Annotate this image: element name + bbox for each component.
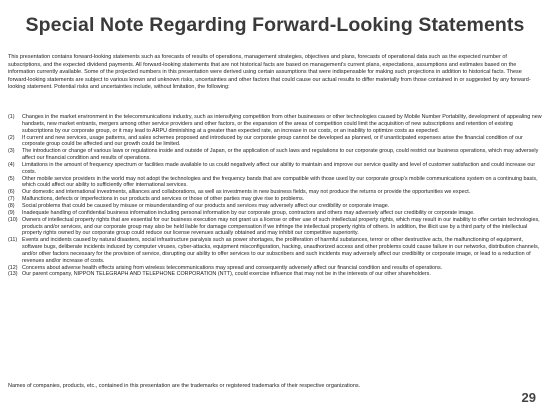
list-item-number: (13) [8,271,18,278]
list-item-text: Malfunctions, defects or imperfections in our products and services or those of other parties may give rise to problems. [22,196,305,203]
intro-paragraph: This presentation contains forward-looking statements such as forecasts of results of operations, management strategies, objectives and plans, forecasts of operational data such as the expected number of subscriptions, and the expected dividend payments. All forward-looking statements that are not historical facts are based on management’s current plans, expectations, assumptions and estimates based on the information currently available. Some of the projected numbers in this presentation were derived using certain assumptions that were indispensable for making such projections in addition to historical facts. These forward-looking statements are subject to various known and unknown risks, uncertainties and other factors that could cause our actual results to differ materially from those contained in or suggested by any forward-looking statement. Potential risks and uncertainties include, without limitation, the following: [8,54,531,90]
trademark-note: Names of companies, products, etc., contained in this presentation are the trademarks or registered trademarks of their respective organizations. [8,383,361,389]
list-item-number: (12) [8,264,18,271]
list-item-number: (1) [8,114,15,120]
list-item-number: (8) [8,202,15,209]
list-item-text: Our parent company, NIPPON TELEGRAPH AND TELEPHONE CORPORATION (NTT), could exercise influence that may not be in the interests of our other shareholders. [22,271,431,278]
list-item [8,196,542,203]
list-item [8,265,542,272]
list-item [8,237,542,264]
list-item [8,135,542,149]
list-item-number: (9) [8,209,15,216]
list-item [8,189,542,196]
list-item-number: (5) [8,175,15,182]
list-item [8,148,542,162]
slide-title: Special Note Regarding Forward-Looking Statements [25,14,525,36]
list-item-number: (10) [8,216,18,223]
list-item-text: Limitations in the amount of frequency spectrum or facilities made available to us could negatively affect our ability to maintain and improve our service quality and level of customer satisfaction and could increase our costs. [22,161,536,175]
list-item [8,203,542,210]
risk-list [8,114,542,278]
list-item-text: Changes in the market environment in the telecommunications industry, such as intensifying competition from other businesses or other technologies caused by Mobile Number Portability, development of appealing new handsets, new market entrants, mergers among other service providers and other factors, or the expansion of the areas of competition could limit the acquisition of new subscriptions and retention of existing subscriptions by our corporate group, or it may lead to ARPU diminishing at a greater than expected rate, an increase in our costs, or an inability to optimize costs as expected. [22,114,542,134]
list-item-text: Concerns about adverse health effects arising from wireless telecommunications may spread and consequently adversely affect our financial condition and results of operations. [22,264,443,271]
list-item-text: If current and new services, usage patterns, and sales schemes proposed and introduced by our corporate group cannot be developed as planned, or if unanticipated expenses arise the financial condition of our corporate group could be affected and our growth could be limited. [22,134,523,148]
list-item-number: (3) [8,148,15,155]
list-item [8,217,542,238]
list-item-text: Other mobile service providers in the world may not adopt the technologies and the frequency bands that are compatible with those used by our corporate group’s mobile communications system on a continuing basis, which could affect our ability to sufficiently offer international services. [22,175,538,189]
list-item-number: (11) [8,237,18,244]
list-item [8,114,542,135]
page-number: 29 [521,390,536,405]
list-item-text: Inadequate handling of confidential business information including personal information by our corporate group, contractors and others may adversely affect our credibility or corporate image. [22,209,475,216]
list-item-number: (6) [8,189,15,196]
list-item-text: Events and incidents caused by natural disasters, social infrastructure paralysis such as power shortages, the proliferation of harmful substances, terror or other destructive acts, the malfunctioning of equipment, software bugs, deliberate incidents induced by computer viruses, cyber-attacks, equipment misconfiguration, hacking, unauthorized access and other problems could cause failure in our networks, distribution channels, and/or other factors necessary for the provision of service, disrupting our ability to offer services to our subscribers and such incidents may adversely affect our credibility or corporate image, or lead to a reduction of revenues and/or increase of costs. [22,237,540,264]
list-item [8,162,542,176]
list-item [8,210,542,217]
list-item-text: The introduction or change of various laws or regulations inside and outside of Japan, or the application of such laws and regulations to our corporate group, could restrict our business operations, which may adversely affect our financial condition and results of operations. [22,148,539,162]
list-item-text: Our domestic and international investments, alliances and collaborations, as well as investments in new business fields, may not produce the returns or provide the opportunities we expect. [22,189,471,196]
list-item [8,271,542,278]
list-item [8,176,542,190]
list-item-text: Owners of intellectual property rights that are essential for our business execution may not grant us a license or other use of such intellectual property rights, which may result in our inability to offer certain technologies, products and/or services, and our corporate group may also be held liable for damage compensation if we infringe the intellectual property rights of others. In addition, the illicit use by a third party of the intellectual property rights owned by our corporate group could reduce our license revenues actually obtained and may inhibit our competitive superiority. [22,216,540,237]
list-item-number: (2) [8,134,15,141]
list-item-number: (4) [8,161,15,168]
list-item-number: (7) [8,196,15,203]
list-item-text: Social problems that could be caused by misuse or misunderstanding of our products and services may adversely affect our credibility or corporate image. [22,202,390,209]
